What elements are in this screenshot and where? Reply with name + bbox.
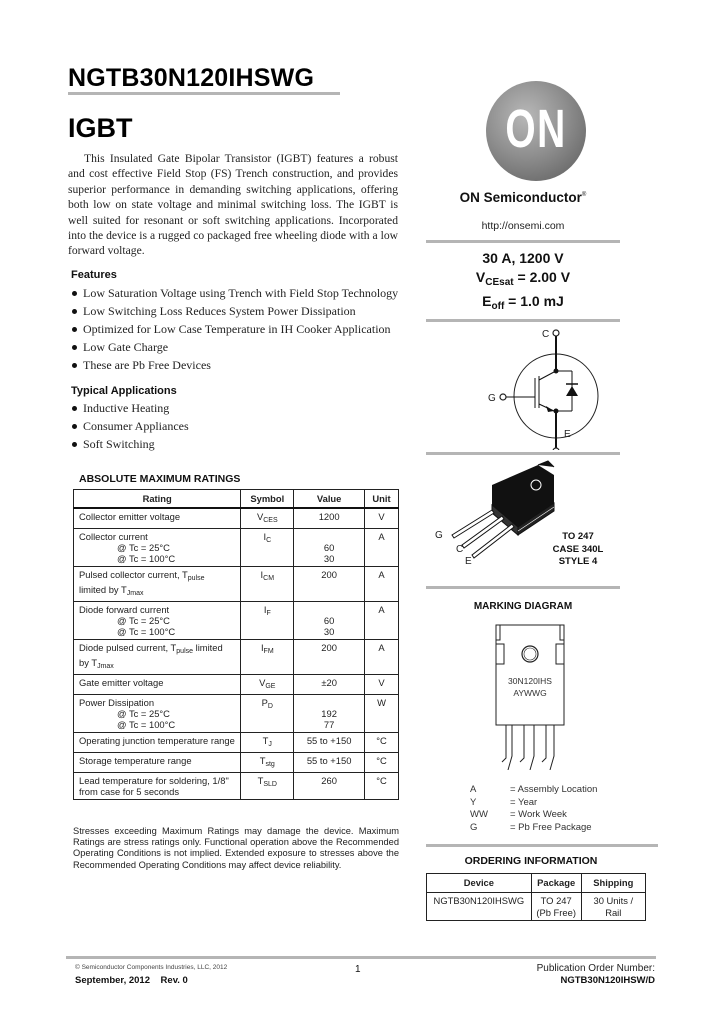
value-cell: ±20 (294, 674, 365, 694)
part-number-title: NGTB30N120IHSWG (68, 64, 315, 92)
spec-vcesat: $V_{CEsat} = 2.00$ V (475, 269, 571, 288)
applications-heading: Typical Applications (71, 385, 177, 397)
right-divider (426, 240, 620, 243)
marking-diagram-title: MARKING DIAGRAM (473, 601, 573, 612)
application-item: Soft Switching (71, 436, 189, 454)
column-header-shipping: Shipping (581, 874, 645, 893)
package-pin-g: G (435, 530, 443, 541)
publication-label: Publication Order Number: (536, 963, 655, 974)
key-specs (426, 249, 620, 316)
table-row (74, 772, 399, 799)
unit-cell: V (365, 508, 399, 529)
column-header-rating: Rating (74, 490, 241, 508)
table-row (74, 601, 399, 639)
pin-label-collector: C (542, 329, 550, 340)
unit-cell: A (365, 528, 399, 566)
copyright-text: © Semiconductor Components Industries, LLC, 2012 (75, 964, 228, 971)
rating-cell: Collector current @ Tc = 25°C @ Tc = 100°C (74, 528, 241, 566)
symbol-cell: $I_{CM}$ (241, 566, 294, 601)
table-row (74, 508, 399, 529)
title-divider (68, 92, 340, 95)
value-cell: 260 (294, 772, 365, 799)
right-divider (426, 844, 658, 847)
on-semiconductor-logo (486, 81, 586, 181)
column-header-value: Value (294, 490, 365, 508)
package-label: TO 247 CASE 340L STYLE 4 (552, 531, 604, 567)
ordering-info-table (426, 873, 646, 921)
table-row (74, 752, 399, 772)
symbol-cell: $P_D$ (241, 694, 294, 732)
symbol-cell: $V_{GE}$ (241, 674, 294, 694)
value-cell: 1200 (294, 508, 365, 529)
legend-item: Y = Year (470, 796, 538, 808)
rating-cell: Diode pulsed current, $T_{pulse}$ limited by $T_{Jmax}$ (74, 639, 241, 674)
pin-label-gate: G (488, 393, 496, 404)
igbt-schematic-symbol (480, 320, 600, 450)
unit-cell: A (365, 639, 399, 674)
logo-text: ON (505, 99, 567, 159)
table-row (427, 893, 646, 921)
brand-url-link[interactable]: http://onsemi.com (481, 220, 565, 232)
feature-item: Low Switching Loss Reduces System Power Dissipation (71, 303, 398, 321)
table-header-row (427, 874, 646, 893)
pin-label-emitter: E (564, 429, 571, 440)
applications-list (71, 400, 189, 454)
rating-cell: Gate emitter voltage (74, 674, 241, 694)
symbol-cell: $I_{FM}$ (241, 639, 294, 674)
table-row (74, 566, 399, 601)
value-cell: 55 to +150 (294, 732, 365, 752)
package-pin-e: E (465, 556, 472, 567)
symbol-cell: $I_F$ (241, 601, 294, 639)
abs-max-ratings-title: ABSOLUTE MAXIMUM RATINGS (79, 473, 241, 485)
legend-item: G = Pb Free Package (470, 821, 592, 833)
page-number: 1 (355, 964, 361, 975)
marking-line-1: 30N120IHS (508, 676, 552, 686)
symbol-cell: $I_C$ (241, 528, 294, 566)
unit-cell: A (365, 566, 399, 601)
legend-item: WW = Work Week (470, 809, 567, 820)
feature-item: Optimized for Low Case Temperature in IH Cooker Application (71, 321, 398, 339)
package-cell: TO 247 (Pb Free) (531, 893, 581, 921)
unit-cell: °C (365, 772, 399, 799)
table-row (74, 528, 399, 566)
unit-cell: A (365, 601, 399, 639)
ratings-note: Stresses exceeding Maximum Ratings may damage the device. Maximum Ratings are stress ratings only. Functional operation above the Recommended Operating Conditions is not implied. Extended exposure to stresses above the Recommended Operating Conditions may affect device reliability. (73, 826, 399, 870)
value-cell: 55 to +150 (294, 752, 365, 772)
application-item: Inductive Heating (71, 400, 189, 418)
value-cell: 200 (294, 639, 365, 674)
unit-cell: W (365, 694, 399, 732)
description-paragraph: This Insulated Gate Bipolar Transistor (IGBT) features a robust and cost effective Field Stop (FS) Trench construction, and provides superior performance in demanding switching applications, offering both low on state voltage and minimal switching loss. The IGBT is well suited for resonant or soft switching applications. Incorporated into the device is a rugged co packaged free wheeling diode with a low forward voltage. (68, 152, 398, 258)
marking-line-2: AYWWG (513, 688, 547, 698)
shipping-cell: 30 Units / Rail (581, 893, 645, 921)
column-header-device: Device (427, 874, 532, 893)
rating-cell: Storage temperature range (74, 752, 241, 772)
brand-name: ON Semiconductor® (459, 190, 587, 205)
spec-rating: 30 A, 1200 V (482, 250, 564, 266)
value-cell: 60 30 (294, 601, 365, 639)
symbol-cell: $T_J$ (241, 732, 294, 752)
publication-number: NGTB30N120IHSW/D (560, 975, 655, 986)
column-header-package: Package (531, 874, 581, 893)
rating-cell: Collector emitter voltage (74, 508, 241, 529)
footer-divider (66, 956, 656, 959)
device-type-title: IGBT (68, 113, 133, 143)
feature-item: These are Pb Free Devices (71, 357, 398, 375)
package-pin-c: C (456, 544, 464, 555)
marking-legend (470, 784, 597, 834)
features-list (71, 285, 398, 375)
table-row (74, 694, 399, 732)
value-cell: 60 30 (294, 528, 365, 566)
unit-cell: °C (365, 752, 399, 772)
marking-diagram-drawing (490, 620, 600, 770)
unit-cell: V (365, 674, 399, 694)
ordering-info-title: ORDERING INFORMATION (464, 855, 598, 867)
column-header-symbol: Symbol (241, 490, 294, 508)
rating-cell: Pulsed collector current, $T_{pulse}$ limited by $T_{Jmax}$ (74, 566, 241, 601)
feature-item: Low Gate Charge (71, 339, 398, 357)
rating-cell: Power Dissipation @ Tc = 25°C @ Tc = 100°C (74, 694, 241, 732)
spec-eoff: $E_{off} = 1.0$ mJ (482, 293, 564, 312)
table-row (74, 732, 399, 752)
rating-cell: Operating junction temperature range (74, 732, 241, 752)
table-header-row (74, 490, 399, 508)
value-cell: 192 77 (294, 694, 365, 732)
device-cell: NGTB30N120IHSWG (427, 893, 532, 921)
value-cell: 200 (294, 566, 365, 601)
symbol-cell: $T_{SLD}$ (241, 772, 294, 799)
date-revision: September, 2012 Rev. 0 (75, 975, 188, 986)
column-header-unit: Unit (365, 490, 399, 508)
rating-cell: Diode forward current @ Tc = 25°C @ Tc = 100°C (74, 601, 241, 639)
feature-item: Low Saturation Voltage using Trench with Field Stop Technology (71, 285, 398, 303)
symbol-cell: $V_{CES}$ (241, 508, 294, 529)
table-row (74, 674, 399, 694)
symbol-cell: $T_{stg}$ (241, 752, 294, 772)
abs-max-ratings-table (73, 489, 399, 800)
features-heading: Features (71, 269, 117, 281)
legend-item: A = Assembly Location (470, 784, 598, 795)
right-divider (426, 586, 620, 589)
application-item: Consumer Appliances (71, 418, 189, 436)
table-row (74, 639, 399, 674)
unit-cell: °C (365, 732, 399, 752)
rating-cell: Lead temperature for soldering, 1/8" from case for 5 seconds (74, 772, 241, 799)
